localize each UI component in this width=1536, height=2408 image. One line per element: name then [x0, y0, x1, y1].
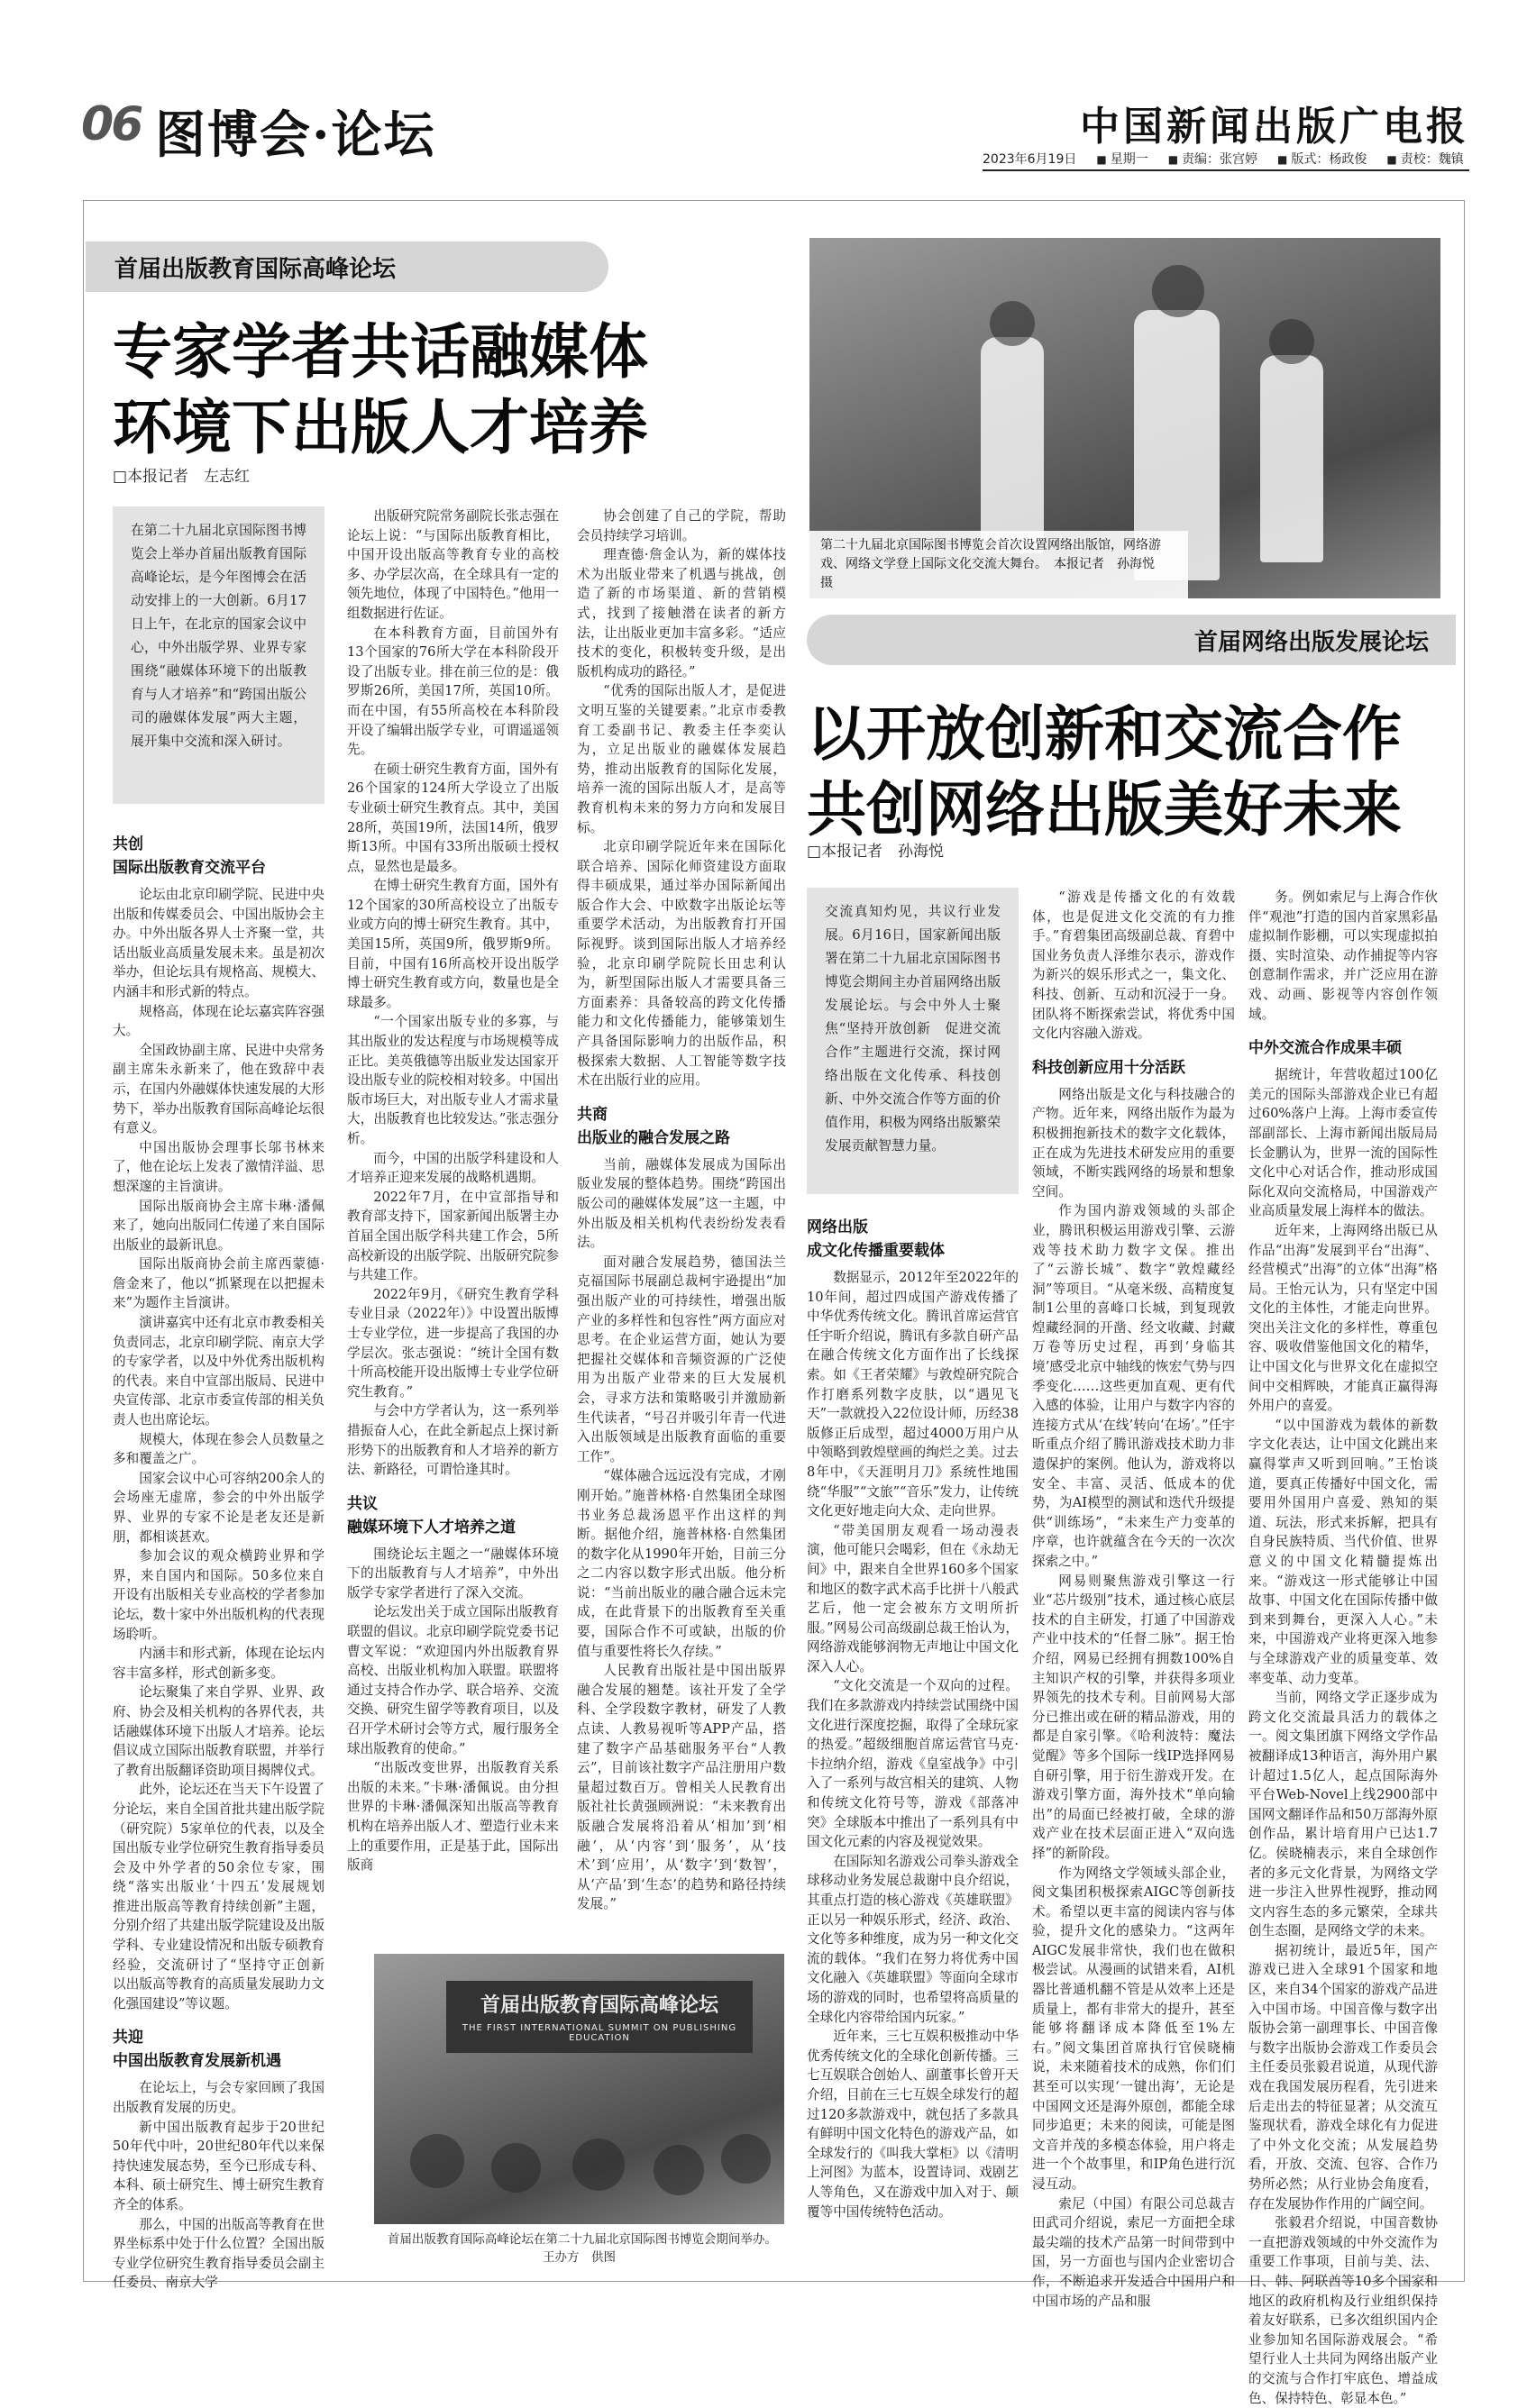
stage-banner-subtitle: THE FIRST INTERNATIONAL SUMMIT ON PUBLISHING EDUCATION — [462, 2023, 737, 2043]
article2-headline — [807, 696, 1456, 847]
article1-col2-tail — [347, 1545, 559, 1875]
paragraph: “出版改变世界，出版教育关系出版的未来。”卡琳·潘佩说。由分担世界的卡琳·潘佩深知出版高等教育机构在培养出版人才、塑造行业未来上的重要作用，正是基于此，国际出版商 — [347, 1760, 559, 1874]
paragraph: “一个国家出版专业的多寡，与其出版业的发达程度与市场规模等成正比。美英俄德等出版业发达国家开设出版专业的院校相对较多。中国出版市场巨大，对出版专业人才需求量大，出版教育也比较发达。”张志强分析。 — [347, 1014, 559, 1146]
issue-date: 2023年6月19日 — [983, 152, 1077, 167]
paragraph: 在论坛上，与会专家回顾了我国出版教育发展的历史。 — [113, 2080, 325, 2116]
paragraph: 数据显示，2012年至2022年的10年间，超过四成国产游戏传播了中华优秀传统文化。腾讯首席运营官任宇昕介绍说，腾讯有多款自研产品在融合传统文化方面作出了长线探索。如《王者荣耀》与敦煌研究院合作打磨系列数字皮肤，以“遇见飞天”一款就投入22位设计师，历经38版修正后成型，超过4000万用户从中领略到敦煌壁画的绚烂之美。过去8年中，《天涯明月刀》系统性地围绕“华服”“文旅”“音乐”发力，让传统文化更好地走向大众、走向世界。 — [807, 1270, 1019, 1519]
article1-headline — [113, 314, 762, 465]
stage-banner — [446, 1981, 753, 2053]
paragraph: 面对融合发展趋势，德国法兰克福国际书展副总裁柯宇逊提出“加强出版产业的可持续性，增强出版产业的多样性和包容性”两方面应对思考。在企业运营方面，她认为要把握社交媒体和音频资源的广泛使用为出版产业带来的巨大发展机会，寻求方法和策略吸引并激励新生代读者，“号召并吸引年青一代进入出版领域是出版教育面临的重要工作”。 — [577, 1254, 786, 1464]
paragraph: “游戏是传播文化的有效载体，也是促进文化交流的有力推手。”育碧集团高级副总裁、育碧中国业务负责人泽维尔表示，游戏作为新兴的娱乐形式之一，集文化、科技、创新、互动和沉浸于一身。团队将不断探索尝试，将优秀中国文化内容融入游戏。 — [1032, 889, 1235, 1042]
page-number: 06 — [81, 97, 142, 151]
article2-banner: 首届网络出版发展论坛 — [807, 615, 1456, 665]
paragraph: 规格高，体现在论坛嘉宾阵容强大。 — [113, 1003, 325, 1039]
paragraph: 演讲嘉宾中还有北京市教委相关负责同志，北京印刷学院、南京大学的专家学者，以及中外优秀出版机构的代表。来自中宣部出版局、民进中央宣传部、北京市委宣传部的相关负责人也出席论坛。 — [113, 1315, 325, 1428]
paragraph: 新中国出版教育起步于20世纪50年代中叶，20世纪80年代以来保持快速发展态势，至今已形成专科、本科、硕士研究生、博士研究生教育齐全的体系。 — [113, 2119, 325, 2212]
article1-col1-tail — [113, 2078, 325, 2293]
newspaper-name: 中国新闻出版广电报 — [1080, 104, 1469, 150]
paragraph: 当前，网络文学正逐步成为跨文化交流最具活力的载体之一。阅文集团旗下网络文学作品被翻译成13种语言，海外用户累计超过1.5亿人，起点国际海外平台Web-Novel上线2900部中国网文翻译作品和50万部海外原创作品，累计培育用户已达1.7亿。侯晓楠表示，来自全球创作者的多元文化背景，为网络文学进一步注入世界性视野，推动网文内容生态的多元繁荣，全球共创生态圈，是网络文学的未来。 — [1248, 1690, 1438, 1939]
paragraph: 出版研究院常务副院长张志强在论坛上说：“与国际出版教育相比，中国开设出版高等教育专业的高校多、办学层次高，在全球具有一定的领先地位，体现了中国特色。”他用一组数据进行佐证。 — [347, 508, 559, 621]
paragraph: 论坛发出关于成立国际出版教育联盟的倡议。北京印刷学院党委书记曹文军说：“欢迎国内外出版教育界高校、出版业机构加入联盟。联盟将通过支持合作办学、联合培养、交流交换、研究生留学等教育项目，以及召开学术研讨会等方式，履行服务全球出版教育的使命。” — [347, 1604, 559, 1756]
article1-subhead-3: 共议 融媒环境下人才培养之道 — [347, 1494, 516, 1537]
paragraph: 据统计，年营收超过100亿美元的国际头部游戏企业已有超过60%落户上海。上海市委宣传部副部长、上海市新闻出版局局长金鹏认为，世界一流的国际性文化中心对话合作，推动形成国际化双向交流格局，中国游戏产业高质量发展上海样本的做法。 — [1248, 1067, 1438, 1219]
article2-column-2 — [1032, 888, 1235, 2309]
paragraph: 2022年7月，在中宣部指导和教育部支持下，国家新闻出版署主办首届全国出版学科共建工作会，5所高校新设的出版学院、出版研究院参与共建工作。 — [347, 1189, 559, 1283]
paragraph: 那么，中国的出版高等教育在世界坐标系中处于什么位置？全国出版专业学位研究生教育指导委员会副主任委员、南京大学 — [113, 2216, 325, 2291]
visitor-head — [1152, 265, 1204, 317]
article2-headline-line2: 共创网络出版美好未来 — [807, 774, 1402, 844]
issue-editor: ■ 责编：张宫婷 — [1168, 150, 1257, 168]
visitor-head — [990, 301, 1035, 346]
forum-photo — [374, 1954, 784, 2224]
paragraph: 内涵丰和形式新，体现在论坛内容丰富多样，形式创新多变。 — [113, 1646, 325, 1681]
article1-subhead-2: 共迎 中国出版教育发展新机遇 — [113, 2029, 281, 2071]
article2-colC-body — [1248, 1065, 1438, 2408]
article2-colA-body — [807, 1268, 1019, 2221]
issue-designer: ■ 版式：杨政俊 — [1277, 150, 1367, 168]
article1-subhead-4: 共商 出版业的融合发展之路 — [577, 1105, 730, 1147]
paragraph: 北京印刷学院近年来在国际化联合培养、国际化师资建设方面取得丰硕成果，通过举办国际新闻出版合作大会、中欧数字出版论坛等重要学术活动，为出版教育打开国际视野。谈到国际出版人才培养经验，北京印刷学院院长田忠利认为，新型国际出版人才需要具备三方面素养：具备较高的跨文化传播能力和文化传播能力，能够策划生产具备国际影响力的出版作品，积极探索大数据、人工智能等数字技术在出版行业的应用。 — [577, 839, 786, 1089]
paragraph: 在博士研究生教育方面，国外有12个国家的30所高校设立了出版专业或方向的博士研究生教育。其中，美国15所，英国9所，俄罗斯9所。目前，中国有16所高校开设出版学博士研究生教育或方向，数量也是全球最多。 — [347, 878, 559, 1010]
paragraph: 此外，论坛还在当天下午设置了分论坛，来自全国首批共建出版学院（研究院）5家单位的代表，以及全国出版专业学位研究生教育指导委员会及中外学者的50余位专家，围绕“落实出版业‘十四五’发展规划 推进出版高等教育持续创新”主题，分别介绍了共建出版学院建设及出版学科、专业建设情况和出版专硕教育经验，交流研讨了“坚持守正创新 以出版高等教育的高质量发展助力文化强国建设”等议题。 — [113, 1782, 338, 2011]
paragraph: 2022年9月，《研究生教育学科专业目录（2022年）》中设置出版博士专业学位，进一步提高了我国的办学层次。张志强说：“统计全国有数十所高校能开设出版博士专业学位研究生教育。” — [347, 1286, 559, 1400]
paragraph: 近年来，三七互娱积极推动中华优秀传统文化的全球化创新传播。三七互娱联合创始人、副董事长曾开天介绍，目前在三七互娱全球发行的超过120多款游戏中，就包括了多款具有鲜明中国文化特色的游戏产品，如全球发行的《叫我大掌柜》以《清明上河图》为蓝本，设置诗词、戏剧艺人等角色，又在游戏中加入对于、颠覆等中国传统特色活动。 — [807, 2029, 1019, 2220]
exhibition-photo-caption: 第二十九届北京国际图书博览会首次设置网络出版馆，网络游戏、网络文学登上国际文化交流大舞台。 本报记者 孙海悦 摄 — [809, 531, 1188, 598]
article2-colC-head — [1248, 888, 1438, 1024]
article1-byline: □本报记者 左志红 — [113, 468, 251, 486]
paragraph: 在国际知名游戏公司拳头游戏全球移动业务发展总裁谢中良介绍说，其重点打造的核心游戏《英雄联盟》正以另一种娱乐形式，经济、政治、文化等多种维度，成为另一种文化交流的载体。“我们在努力将优秀中国文化融入《英雄联盟》等面向全球市场的游戏的同时，也希望将高质量的全球化内容带给国内玩家。” — [807, 1853, 1019, 2025]
article1-column-3 — [577, 506, 786, 1939]
paragraph: 中国出版协会理事长邬书林来了，他在论坛上发表了激情洋溢、思想深邃的主旨演讲。 — [113, 1139, 325, 1194]
paragraph: 论坛由北京印刷学院、民进中央出版和传媒委员会、中国出版协会主办。中外出版各界人士齐聚一堂，共话出版业高质量发展未来。虽是初次举办，但论坛具有规格高、规模大、内涵丰和形式新的特点。 — [113, 887, 325, 999]
paragraph: 索尼（中国）有限公司总裁吉田武司介绍说，索尼一方面把全球最尖端的技术产品第一时间带到中国，另一方面也与国内企业密切合作，不断追求开发适合中国用户和中国市场的产品和服 — [1032, 2195, 1235, 2309]
audience-figure — [491, 2143, 541, 2193]
article1-subhead-1: 共创 国际出版教育交流平台 — [113, 835, 266, 877]
article2-headline-line1: 以开放创新和交流合作 — [807, 698, 1402, 769]
section-title: 图博会·论坛 — [155, 105, 436, 165]
exhibition-photo — [809, 238, 1440, 598]
article2-subhead-1: 网络出版 成文化传播重要载体 — [807, 1218, 945, 1260]
audience-figure — [654, 2145, 704, 2195]
masthead-rule — [983, 169, 1469, 171]
paragraph: 张毅君介绍说，中国音数协一直把游戏领域的中外交流作为重要工作事项，目前与美、法、日、韩、阿联酋等10多个国家和地区的政府机构及行业组织保持着友好联系，已多次组织国内企业参加知名国际游戏展会。“希望行业人士共同为网络出版产业的交流与合作打牢底色、增益成色、保持特色、彰显本色。” — [1248, 2215, 1438, 2406]
paragraph: 作为国内游戏领域的头部企业，腾讯积极运用游戏引擎、云游戏等技术助力数字文保。推出了“云游长城”、数字“敦煌藏经洞”等项目。“从毫米级、高精度复制1公里的喜峰口长城，到复现敦煌藏经洞的开凿、经文收藏、封藏万卷等历史过程，再到‘身临其境’感受北京中轴线的恢宏气势与四季变化……这些更加直观、更有代入感的体验，让用户与数字内容的连接方式从‘在线’转向‘在场’。”任宇昕重点介绍了腾讯游戏技术助力非遗保护的案例。他认为，游戏将以安全、丰富、灵活、低成本的优势，为AI模型的测试和迭代升级提供“训练场”，“未来生产力变革的序章，也许就蕴含在今天的一次次探索之中。” — [1032, 1203, 1235, 1569]
paragraph: 在硕士研究生教育方面，国外有26个国家的124所大学设立了出版专业硕士研究生教育点。其中，美国28所，英国19所，法国14所，俄罗斯13所。中国有33所出版硕士授权点，显然也是最多。 — [347, 761, 559, 874]
paragraph: 在本科教育方面，目前国外有13个国家的76所大学在本科阶段开设了出版专业。排在前三位的是：俄罗斯26所，美国17所，英国10所。而在中国，有55所高校在本科阶段开设了编辑出版学专业，可谓遥遥领先。 — [347, 625, 559, 758]
article2-byline: □本报记者 孙海悦 — [807, 843, 945, 861]
article2-colB-head — [1032, 888, 1235, 1044]
audience-figure — [572, 2139, 625, 2191]
article2-subhead-2: 科技创新应用十分活跃 — [1032, 1058, 1185, 1077]
forum-photo-caption: 首届出版教育国际高峰论坛在第二十九届北京国际图书博览会期间举办。 王办方 供图 — [387, 2232, 796, 2265]
article1-col1-body — [113, 885, 338, 2013]
stage-banner-title: 首届出版教育国际高峰论坛 — [480, 1994, 718, 2017]
issue-proofreader: ■ 责校：魏镇 — [1386, 150, 1463, 168]
paragraph: 作为网络文学领域头部企业，阅文集团积极探索AIGC等创新技术。希望以更丰富的阅读内容与体验，提升文化的感染力。“这两年AIGC发展非常快，我们也在做积极尝试。从漫画的试错来看，AI机器比普通机翻不管是从效率上还是质量上，都有非常大的提升，甚至能够将翻译成本降低至1%左右。”阅文集团首席执行官侯晓楠说，未来随着技术的成熟，你们们甚至可以实现‘一键出海’，无论是中国网文还是海外原创，都能全球同步追更；未来的阅读，可能是图文音并茂的多模态体验，用户将走进一个个故事里，和IP角色进行沉浸互动。 — [1032, 1865, 1235, 2192]
paragraph: 务。例如索尼与上海合作伙伴“观池”打造的国内首家黑彩晶虚拟制作影棚，可以实现虚拟拍摄、实时渲染、动作捕捉等内容创意制作需求，并广泛应用在游戏、动画、影视等内容创作领域。 — [1248, 889, 1438, 1022]
paragraph: 规模大，体现在参会人员数量之多和覆盖之广。 — [113, 1431, 325, 1467]
issue-info — [983, 150, 1469, 168]
audience-figure — [410, 2134, 464, 2188]
paragraph: “优秀的国际出版人才，是促进文明互鉴的关键要素。”北京市委教育工委副书记、教委主任李奕认为，立足出版业的融媒体发展趋势，推动出版教育的国际化发展，培养一流的国际出版人才，是高等教育机构未来的努力方向和发展目标。 — [577, 683, 786, 835]
issue-weekday: ■ 星期一 — [1096, 150, 1147, 168]
article1-column-2 — [347, 506, 559, 1939]
paragraph: “文化交流是一个双向的过程。我们在多款游戏内持续尝试围绕中国文化进行深度挖掘，取得了全球玩家的热爱。”超级细胞首席运营官马克·卡拉纳介绍，游戏《皇室战争》中引入了一系列与故宫相关的建筑、人物和传统文化符号等，游戏《部落冲突》全球版本中推出了一系列具有中国文化元素的内容及视觉效果。 — [807, 1678, 1019, 1850]
paragraph: 参加会议的观众横跨业界和学界，来自国内和国际。50多位来自开设有出版相关专业高校的学者参加论坛，数十家中外出版机构的代表现场聆听。 — [113, 1548, 325, 1642]
article1-headline-line1: 专家学者共话融媒体 — [113, 316, 648, 387]
article1-headline-line2: 环境下出版人才培养 — [113, 392, 648, 462]
paragraph: 协会创建了自己的学院，帮助会员持续学习培训。 — [577, 508, 786, 543]
paragraph: “带美国朋友观看一场动漫表演，他可能只会喝彩，但在《永劫无间》中，跟来自全世界160多个国家和地区的数字武术高手比拼十八般武艺后，他一定会被东方文明所折服。”网易公司高级副总裁王怡认为，网络游戏能够润物无声地让中国文化深入人心。 — [807, 1522, 1019, 1674]
article2-column-1 — [807, 1203, 1019, 2276]
article1-col3-body — [577, 506, 786, 1090]
article2-subhead-3: 中外交流合作成果丰硕 — [1248, 1039, 1402, 1058]
article1-col2-body — [347, 506, 559, 1480]
paragraph: 论坛聚集了来自学界、业界、政府、协会及相关机构的各界代表，共话融媒体环境下出版人才培养。论坛倡议成立国际出版教育联盟，并举行了教育出版翻译资助项目揭牌仪式。 — [113, 1684, 325, 1778]
paragraph: 国际出版商协会前主席西蒙德·詹金来了，他以“抓紧现在以把握未来”为题作主旨演讲。 — [113, 1256, 325, 1311]
visitor-figure — [1260, 355, 1323, 562]
paragraph: 理查德·詹金认为，新的媒体技术为出版业带来了机遇与挑战，创造了新的市场渠道、新的营销模式，找到了接触潜在读者的新方法，让出版业更加丰富多彩。“适应技术的变化，积极转变升级，是出版机构成功的路径。” — [577, 547, 786, 680]
paragraph: 当前，融媒体发展成为国际出版业发展的整体趋势。围绕“跨国出版公司的融媒体发展”这一主题，中外出版及相关机构代表纷纷发表看法。 — [577, 1156, 786, 1251]
article1-col3-tail — [577, 1155, 786, 1914]
paragraph: 国际出版商协会主席卡琳·潘佩来了，她向出版同仁传递了来自国际出版业的最新讯息。 — [113, 1198, 325, 1253]
paragraph: 而今，中国的出版学科建设和人才培养正迎来发展的战略机遇期。 — [347, 1150, 559, 1186]
article2-column-3 — [1248, 888, 1438, 2406]
visitor-head — [1269, 319, 1314, 364]
article1-banner: 首届出版教育国际高峰论坛 — [86, 242, 608, 292]
paragraph: 网易则聚焦游戏引擎这一行业“芯片级别”技术，通过核心底层技术的自主研发，打通了中国游戏产业中技术的“任督二脉”。据王怡介绍，网易已经拥有拥数100%自主知识产权的引擎，并获得多项业界领先的技术专利。目前网易大部分已推出或在研的精品游戏，用的都是自家引擎。《哈利波特：魔法觉醒》等多个国际一线IP选择网易自研引擎，用于衍生游戏开发。在游戏引擎方面，海外技术“单向输出”的局面已经被打破，全球的游戏产业在技术层面正进入“双向选择”的新阶段。 — [1032, 1573, 1235, 1861]
article1-lead: 在第二十九届北京国际图书博览会上举办首届出版教育国际高峰论坛，是今年图博会在活动安排上的一大创新。6月17日上午，在北京的国家会议中心，中外出版学界、业界专家围绕“融媒体环境下的出版教育与人才培养”和“跨国出版公司的融媒体发展”两大主题，展开集中交流和深入研讨。 — [113, 506, 325, 804]
masthead — [81, 90, 1469, 169]
visitor-figure — [981, 337, 1044, 553]
article2-lead: 交流真知灼见，共议行业发展。6月16日，国家新闻出版署在第二十九届北京国际图书博览会期间主办首届网络出版发展论坛。与会中外人士聚焦“坚持开放创新 促进交流合作”主题进行交流，探讨网络出版在文化传承、科技创新、中外交流合作等方面的价值作用，积极为网络出版繁荣发展贡献智慧力量。 — [807, 888, 1019, 1194]
audience-figure — [721, 2134, 771, 2184]
paragraph: 围绕论坛主题之一“融媒体环境下的出版教育与人才培养”，中外出版学专家学者进行了深入交流。 — [347, 1546, 559, 1601]
paragraph: 人民教育出版社是中国出版界融合发展的翘楚。该社开发了全学科、全学段数字教材，研发了人教点读、人教易视听等APP产品，搭建了数字产品基础服务平台“人教云”，目前该社数字产品注册用户数量超过数百万。曾相关人民教育出版社社长黄强顾洲说：“未来教育出版融合发展将沿着从‘相加’到‘相融’，从‘内容’到‘服务’，从‘技术’到‘应用’，从‘数字’到‘数智’，从‘产品’到‘生态’的趋势和路径持续发展。” — [577, 1663, 786, 1912]
paragraph: 网络出版是文化与科技融合的产物。近年来，网络出版作为最为积极拥抱新技术的数字文化载体，正在成为先进技术研发应用的重要领域，不断实践网络的场景和想象空间。 — [1032, 1086, 1235, 1199]
paragraph: 国家会议中心可容纳200余人的会场座无虚席，参会的中外出版学界、业界的专家不论是老友还是新朋，都相谈甚欢。 — [113, 1470, 325, 1545]
paragraph: “以中国游戏为载体的新数字文化表达，让中国文化跳出来赢得掌声又听到回响。”王怡谈道，要真正传播好中国文化，需要用外国用户喜爱、熟知的渠道、玩法，形式来拆解，把具有自身民族特质、当代价值、世界意义的中国文化精髓提炼出来。“游戏这一形式能够让中国故事、中国文化在国际传播中做到来到舞台，更深入人心。”未来，中国游戏产业将更深入地参与全球游戏产业的质量变革、效率变革、动力变革。 — [1248, 1417, 1438, 1686]
paragraph: 与会中方学者认为，这一系列举措振奋人心，在此全新起点上探讨新形势下的出版教育和人才培养的新方法、新路径，可谓恰逢其时。 — [347, 1403, 559, 1478]
article1-column-1 — [113, 820, 338, 2291]
article2-colB-body — [1032, 1085, 1235, 2311]
paragraph: 全国政协副主席、民进中央常务副主席朱永新来了，他在致辞中表示，在国内外融媒体快速发展的大形势下，举办出版教育国际高峰论坛很有意义。 — [113, 1042, 325, 1136]
paragraph: 据初统计，最近5年，国产游戏已进入全球91个国家和地区，来自34个国家的游戏产品进入中国市场。中国音像与数字出版协会第一副理事长、中国音像与数字出版协会游戏工作委员会主任委员张毅君说道，从现代游戏在我国发展历程看，先引进来后走出去的特征显著；从交流互鉴现状看，游戏全球化有力促进了中外文化交流；从发展趋势看，开放、交流、包容、合作乃势所必然；从行业协会角度看，存在发展协作作用的广阔空间。 — [1248, 1942, 1438, 2212]
paragraph: “媒体融合远远没有完成，才刚刚开始。”施普林格·自然集团全球图书业务总裁汤恩平作出这样的判断。据他介绍，施普林格·自然集团的数字化从1990年开始，目前三分之二内容以数字形式出版。他分析说：“当前出版业的融合融合远未完成，在此背景下的出版教育至关重要，国际合作不可或缺，出版的价值与重要性将长久存续。” — [577, 1468, 786, 1659]
paragraph: 近年来，上海网络出版已从作品“出海”发展到平台“出海”、经营模式“出海”的立体“出海”格局。王怡元认为，只有坚定中国文化的主体性，才能走向世界。突出关注文化的多样性，尊重包容、吸收借鉴他国文化的精华，让中国文化与世界文化在虚拟空间中交相辉映，才能真正赢得海外用户的喜爱。 — [1248, 1222, 1438, 1414]
